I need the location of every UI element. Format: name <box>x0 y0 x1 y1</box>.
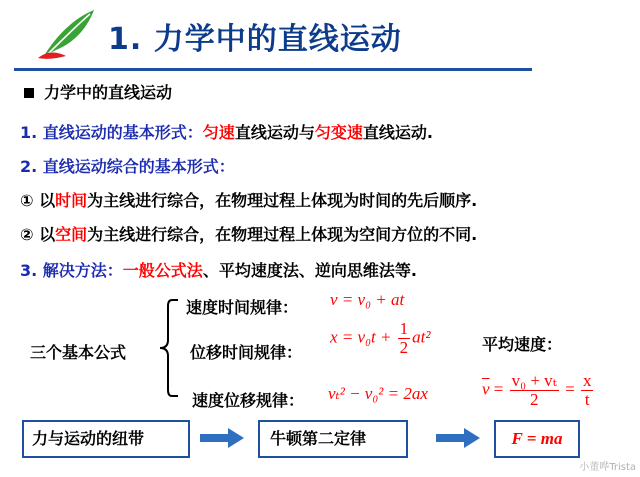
section-heading: 力学中的直线运动 <box>44 83 173 102</box>
avg-speed-frac2 <box>581 372 594 409</box>
formula2-num: 1 <box>399 319 409 338</box>
newton-formula-box: F = ma <box>494 420 580 458</box>
line-space-axis <box>20 222 477 245</box>
formula1-label: 速度时间规律： <box>186 298 299 317</box>
formula-group-label: 三个基本公式 <box>30 343 127 362</box>
line-time-axis <box>20 188 477 211</box>
line-methods <box>20 258 417 281</box>
page-title: 1. 力学中的直线运动 <box>108 22 402 57</box>
formula2-label: 位移时间规律： <box>190 343 303 362</box>
line1-suffix: 直线运动. <box>362 123 433 142</box>
avg-speed-equation: $\overline{v}$ = $\frac{\text{v₀ + vₜ}}{2}$ = $\frac{x}{t}$ <box>482 371 592 409</box>
formula2-fraction <box>398 320 411 357</box>
formula1-equation: v = v₀ + at <box>330 290 405 309</box>
line4-red: 空间 <box>55 225 88 244</box>
avg-speed-den2: t <box>584 390 590 409</box>
line5-red: 一般公式法 <box>122 261 203 280</box>
square-bullet-icon <box>24 88 34 98</box>
line1-red1: 匀速 <box>202 123 235 142</box>
line1-red2: 匀变速 <box>314 123 363 142</box>
formula2-equation <box>330 320 431 357</box>
line3-suffix: 为主线进行综合，在物理过程上体现为时间的先后顺序. <box>87 191 478 210</box>
line-combined-forms: 2. 直线运动综合的基本形式： <box>20 157 235 176</box>
line4-prefix: ② 以 <box>20 225 56 244</box>
avg-speed-lhs: $\overline{v}$ <box>482 379 490 399</box>
line5-prefix: 3. 解决方法： <box>20 261 123 280</box>
line-basic-forms <box>20 120 433 143</box>
formula2-part-a: x = v₀t + <box>330 327 396 347</box>
avg-speed-num1: v₀ + vₜ <box>511 371 557 390</box>
formula3-label: 速度位移规律： <box>192 391 305 410</box>
line1-mid: 直线运动与 <box>234 123 315 142</box>
newton-second-law-box: 牛顿第二定律 <box>258 420 408 458</box>
avg-speed-frac1 <box>510 372 559 409</box>
formula3-equation: vₜ² − v₀² = 2ax <box>328 384 428 403</box>
right-arrow-icon <box>436 428 480 448</box>
line1-prefix: 1. 直线运动的基本形式： <box>20 123 203 142</box>
line4-suffix: 为主线进行综合，在物理过程上体现为空间方位的不同. <box>87 225 478 244</box>
line5-suffix: 、平均速度法、逆向思维法等. <box>202 261 417 280</box>
avg-speed-label: 平均速度： <box>482 335 563 354</box>
avg-speed-den1: 2 <box>530 390 539 409</box>
force-motion-link-box: 力与运动的纽带 <box>22 420 190 458</box>
watermark: 小董哗Trista <box>579 462 636 473</box>
line3-red: 时间 <box>55 191 88 210</box>
title-divider <box>14 68 532 71</box>
avg-speed-num2: x <box>582 371 592 390</box>
formula2-part-b: at² <box>412 327 431 347</box>
right-arrow-icon <box>200 428 244 448</box>
formula2-den: 2 <box>399 338 409 357</box>
green-leaf-quill-icon <box>36 6 98 64</box>
line3-prefix: ① 以 <box>20 191 56 210</box>
brace-icon <box>150 292 180 404</box>
